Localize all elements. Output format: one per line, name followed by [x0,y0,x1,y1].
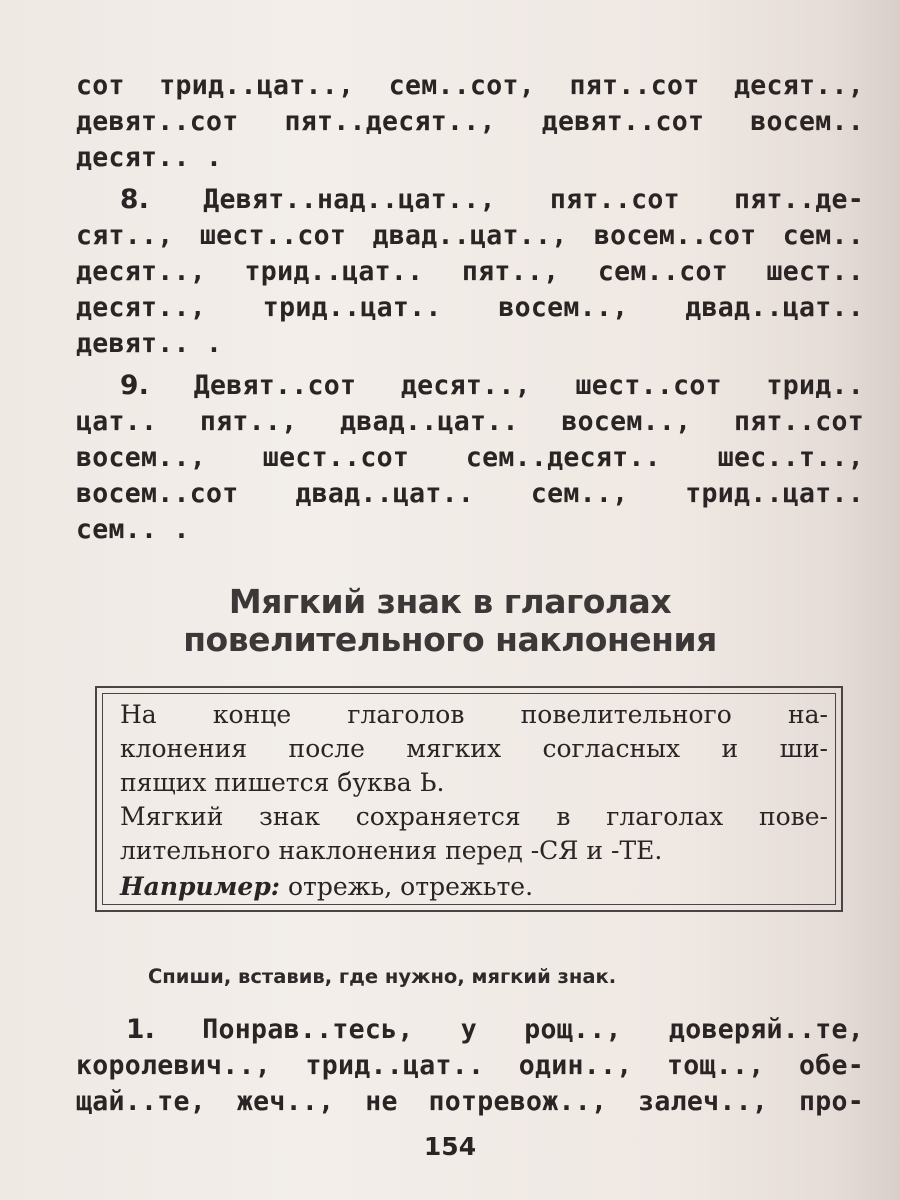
example-text: отрежь, отрежьте. [288,872,534,901]
text-line: десят.., трид..цат.. восем.., двад..цат.. [76,292,864,323]
exercise-number: 9. [120,370,150,401]
section-heading-line-2: повелительного наклонения [183,620,717,659]
rule-line: Мягкий знак сохраняется в глаголах пове- [120,802,828,831]
text-line: королевич.., трид..цат.. один.., тощ.., обе- [76,1050,864,1081]
text-line: десят.. . [76,142,223,173]
text-line: десят.., трид..цат.. пят.., сем..сот шест.. [76,256,864,287]
rule-line: На конце глаголов повелительного на- [120,700,828,729]
text-line: сот трид..цат.., сем..сот, пят..сот десят.., [76,70,864,101]
example-label: Например: [120,872,281,901]
task-instruction: Спиши, вставив, где нужно, мягкий знак. [148,965,617,988]
text-line: восем.., шест..сот сем..десят.. шес..т.., [76,442,864,473]
text-line: сем.. . [76,514,190,545]
exercise-number: 1. [126,1014,156,1045]
text-line: девят.. . [76,328,223,359]
rule-line: лительного наклонения перед -СЯ и -ТЕ. [120,836,663,865]
text-line: восем..сот двад..цат.. сем.., трид..цат.. [76,478,864,509]
exercise-1-first-line [126,1012,864,1048]
exercise-8-first-line [120,182,864,218]
rule-example [120,870,828,904]
text-line: Понрав..тесь, у рощ.., доверяй..те, [202,1014,864,1045]
text-line: Девят..сот десят.., шест..сот трид.. [193,370,864,401]
rule-line: клонения после мягких согласных и ши- [120,734,828,763]
text-line: девят..сот пят..десят.., девят..сот восем.. [76,106,864,137]
exercise-9-first-line [120,368,864,404]
section-heading-line-1: Мягкий знак в глаголах [228,582,672,621]
exercise-number: 8. [120,184,150,215]
text-line: щай..те, жеч.., не потревож.., залеч.., про- [76,1086,864,1117]
rule-line: пящих пишется буква Ь. [120,768,445,797]
page-number: 154 [423,1132,477,1161]
text-line: Девят..над..цат.., пят..сот пят..де- [203,184,864,215]
text-line: цат.. пят.., двад..цат.. восем.., пят..сот [76,406,864,437]
text-line: сят.., шест..сот двад..цат.., восем..сот сем.. [76,220,864,251]
